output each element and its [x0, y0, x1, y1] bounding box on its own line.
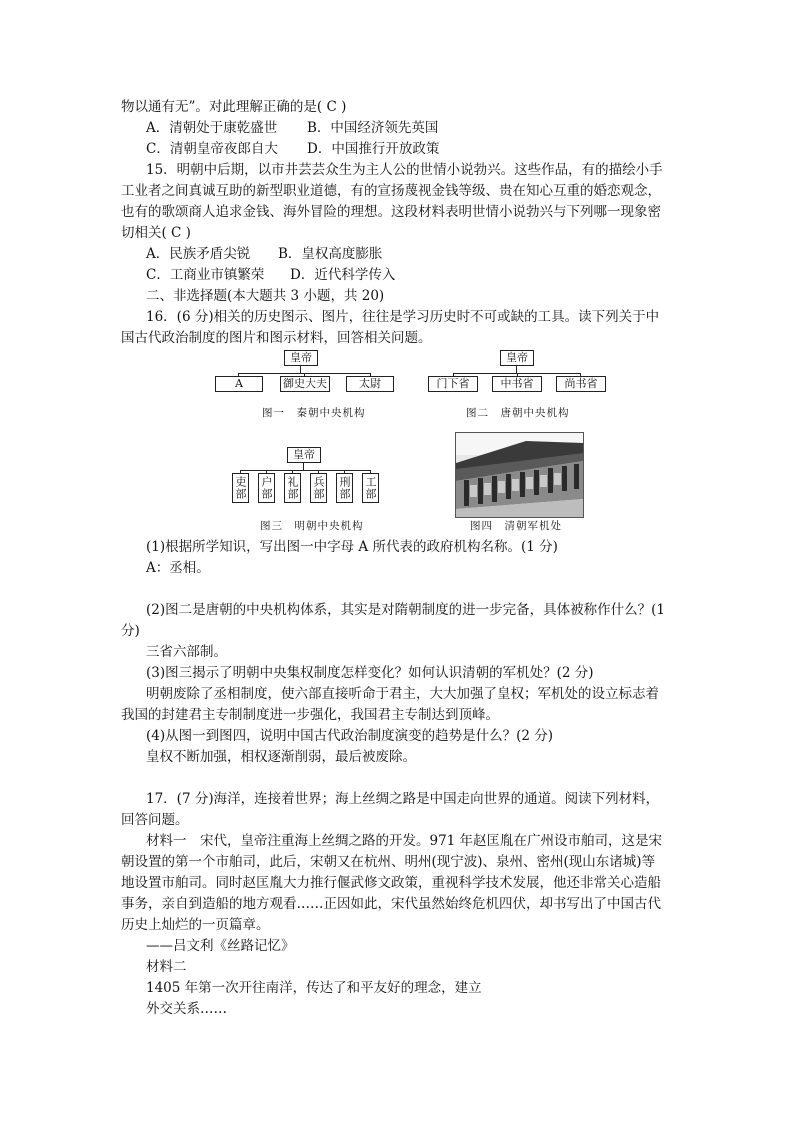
fig2-connector: [516, 366, 517, 373]
fig1-emperor-box: 皇帝: [284, 350, 318, 366]
q14-option-d: D．中国推行开放政策: [307, 141, 440, 157]
q15-option-c: C．工商业市镇繁荣: [146, 267, 265, 283]
q15-line-2: 工业者之间真诚互助的新型职业道德，有的宣扬蔑视金钱等级、贵在知心互重的婚恋观念，: [121, 183, 661, 199]
q15-line-4: 切相关( C ): [121, 225, 191, 241]
fig3-box-libu-personnel: 吏部: [232, 473, 249, 503]
fig3-connector: [240, 470, 371, 471]
q16-sub1-question: (1)根据所学知识，写出图一中字母 A 所代表的政府机构名称。(1 分): [146, 539, 558, 555]
fig1-box-a: A: [215, 376, 263, 392]
q16-line-2: 国古代政治制度的图片和图示材料，回答相关问题。: [121, 330, 432, 346]
fig2-box-zhongshu: 中书省: [492, 376, 542, 392]
section-heading: 二、非选择题(本大题共 3 小题，共 20): [146, 288, 385, 304]
fig3-box-xingbu: 刑部: [336, 473, 353, 503]
q17-material2-line-1: 1405 年第一次开往南洋，传达了和平友好的理念，建立: [146, 980, 482, 996]
q17-source: ——吕文利《丝路记忆》: [146, 938, 295, 954]
q15-option-d: D．近代科学传入: [290, 267, 396, 283]
q16-line-1: 16．(6 分)相关的历史图示、图片，往往是学习历史时不可或缺的工具。读下列关于中: [146, 309, 660, 325]
fig3-emperor-box: 皇帝: [287, 447, 321, 463]
q17-line-2: 回答问题。: [121, 812, 189, 828]
q17-material1-line-3: 地设置市舶司。同时赵匡胤大力推行偃武修文政策，重视科学技术发展，他还非常关心造船: [121, 875, 661, 891]
fig3-caption: 图三 明朝中央机构: [260, 520, 364, 532]
q16-sub2-answer: 三省六部制。: [146, 644, 227, 660]
q17-material1-line-4: 事务，亲自到造船的地方观看……正因如此，宋代虽然始终危机四伏，却书写出了中国古代: [121, 896, 661, 912]
fig1-box-taiwei: 太尉: [346, 376, 394, 392]
q16-sub4-answer: 皇权不断加强，相权逐渐削弱，最后被废除。: [146, 749, 416, 765]
q17-material2-line-2: 外交关系……: [146, 1001, 227, 1017]
q17-line-1: 17．(7 分)海洋，连接着世界；海上丝绸之路是中国走向世界的通道。阅读下列材料，: [146, 791, 660, 807]
fig4-photo: [455, 432, 584, 518]
fig1-box-censor: 御史大夫: [280, 376, 330, 392]
fig3-box-hubu: 户部: [258, 473, 275, 503]
grand-council-building-image: [456, 433, 583, 517]
fig3-box-libu-rites: 礼部: [284, 473, 301, 503]
fig1-caption: 图一 秦朝中央机构: [262, 407, 366, 419]
q14-option-c: C．清朝皇帝夜郎自大: [146, 141, 278, 157]
q16-sub1-answer: A：丞相。: [146, 560, 210, 576]
q16-sub3-answer-1: 明朝废除了丞相制度，使六部直接听命于君主，大大加强了皇权；军机处的设立标志着: [146, 686, 659, 702]
q16-sub4-question: (4)从图一到图四，说明中国古代政治制度演变的趋势是什么？(2 分): [146, 728, 554, 744]
q16-sub2-question-2: 分): [121, 623, 140, 639]
fig2-box-menxia: 门下省: [428, 376, 478, 392]
fig3-connector: [303, 463, 304, 470]
q17-material1-line-2: 朝设置的第一个市舶司，此后，宋朝又在杭州、明州(现宁波)、泉州、密州(现山东诸城)等: [121, 854, 656, 870]
fig3-box-gongbu: 工部: [362, 473, 379, 503]
q16-sub3-answer-2: 我国的封建君主专制制度进一步强化，我国君主专制达到顶峰。: [121, 707, 499, 723]
q17-material2-label: 材料二: [146, 959, 187, 975]
fig2-box-shangshu: 尚书省: [556, 376, 606, 392]
q17-material1-line-1: 材料一 宋代，皇帝注重海上丝绸之路的开发。971 年赵匡胤在广州设市舶司，这是宋: [146, 833, 663, 849]
fig4-caption: 图四 清朝军机处: [470, 520, 562, 532]
q17-material1-line-5: 历史上灿烂的一页篇章。: [121, 917, 270, 933]
q15-line-3: 也有的歌颂商人追求金钱、海外冒险的理想。这段材料表明世情小说勃兴与下列哪一现象密: [121, 204, 661, 220]
fig2-emperor-box: 皇帝: [500, 350, 534, 366]
fig3-box-bingbu: 兵部: [310, 473, 327, 503]
q14-option-a: A．清朝处于康乾盛世: [146, 120, 278, 136]
q15-option-b: B．皇权高度膨胀: [278, 246, 383, 262]
q16-sub2-question-1: (2)图二是唐朝的中央机构体系，其实是对隋朝制度的进一步完备，具体被称作什么？(1: [146, 602, 665, 618]
fig2-caption: 图二 唐朝中央机构: [466, 407, 570, 419]
q14-option-b: B．中国经济领先英国: [307, 120, 439, 136]
q15-line-1: 15．明朝中后期，以市井芸芸众生为主人公的世情小说勃兴。这些作品，有的描绘小手: [146, 162, 663, 178]
q15-option-a: A．民族矛盾尖锐: [146, 246, 251, 262]
q16-sub3-question: (3)图三揭示了明朝中央集权制度怎样变化？如何认识清朝的军机处？(2 分): [146, 665, 594, 681]
fig1-connector: [300, 366, 301, 373]
q14-stem-tail: 物以通有无”。对此理解正确的是( C ): [121, 99, 347, 115]
